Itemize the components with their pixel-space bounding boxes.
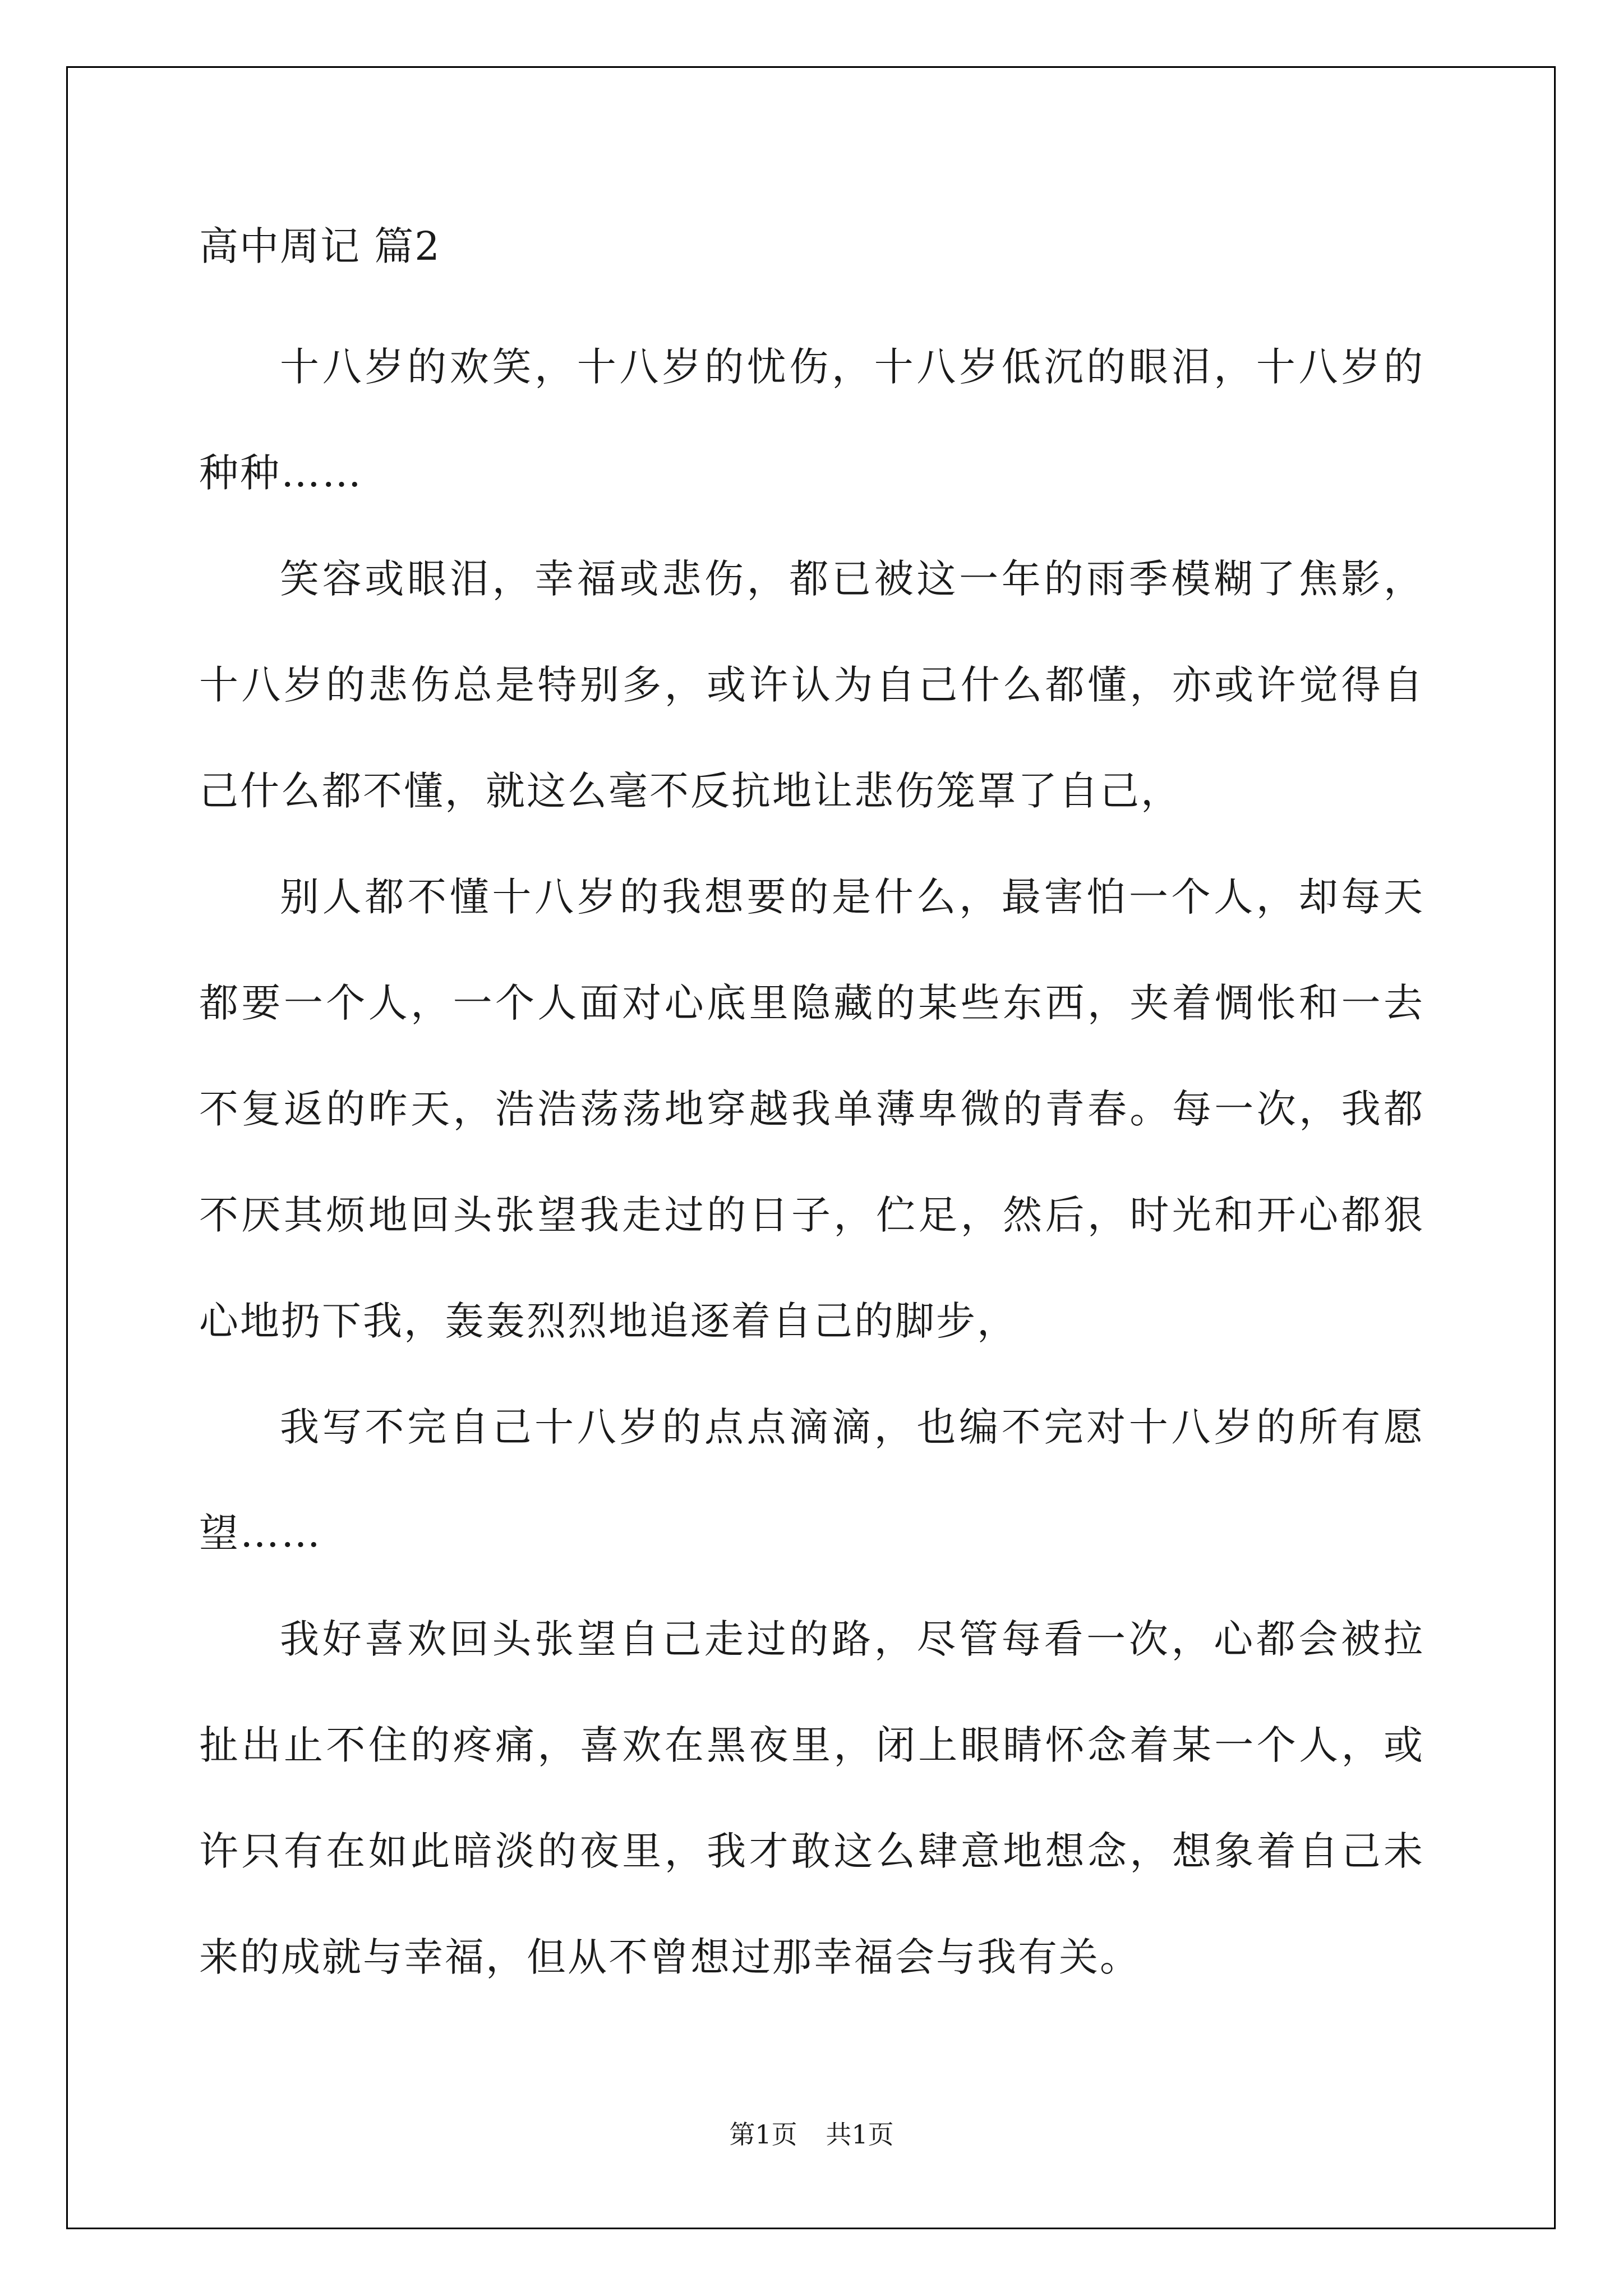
paragraph: 十八岁的欢笑，十八岁的忧伤，十八岁低沉的眼泪，十八岁的种种…… [199,344,1424,496]
page-footer [0,2118,1623,2151]
document-body [199,213,1424,2010]
paragraph: 我好喜欢回头张望自己走过的路，尽管每看一次，心都会被拉扯出止不住的疼痛，喜欢在黑夜里，闭上眼睛怀念着某一个人，或许只有在如此暗淡的夜里，我才敢这么肆意地想念，想象着自己未来的成就与幸福，但从不曾想过那幸福会与我有关。 [199,1616,1424,1980]
paragraph: 别人都不懂十八岁的我想要的是什么，最害怕一个人，却每天都要一个人，一个人面对心底里隐藏的某些东西，夹着惆怅和一去不复返的昨天，浩浩荡荡地穿越我单薄卑微的青春。每一次，我都不厌其烦地回头张望我走过的日子，伫足，然后，时光和开心都狠心地扔下我，轰轰烈烈地追逐着自己的脚步， [199,874,1424,1344]
paragraph: 我写不完自己十八岁的点点滴滴，也编不完对十八岁的所有愿望…… [199,1404,1424,1556]
paragraph: 笑容或眼泪，幸福或悲伤，都已被这一年的雨季模糊了焦影，十八岁的悲伤总是特别多，或许认为自己什么都懂，亦或许觉得自己什么都不懂，就这么毫不反抗地让悲伤笼罩了自己， [199,556,1424,814]
page-number-total: 共1页 [826,2119,894,2150]
document-title: 高中周记 篇2 [199,223,441,269]
page-number-current: 第1页 [729,2119,797,2150]
